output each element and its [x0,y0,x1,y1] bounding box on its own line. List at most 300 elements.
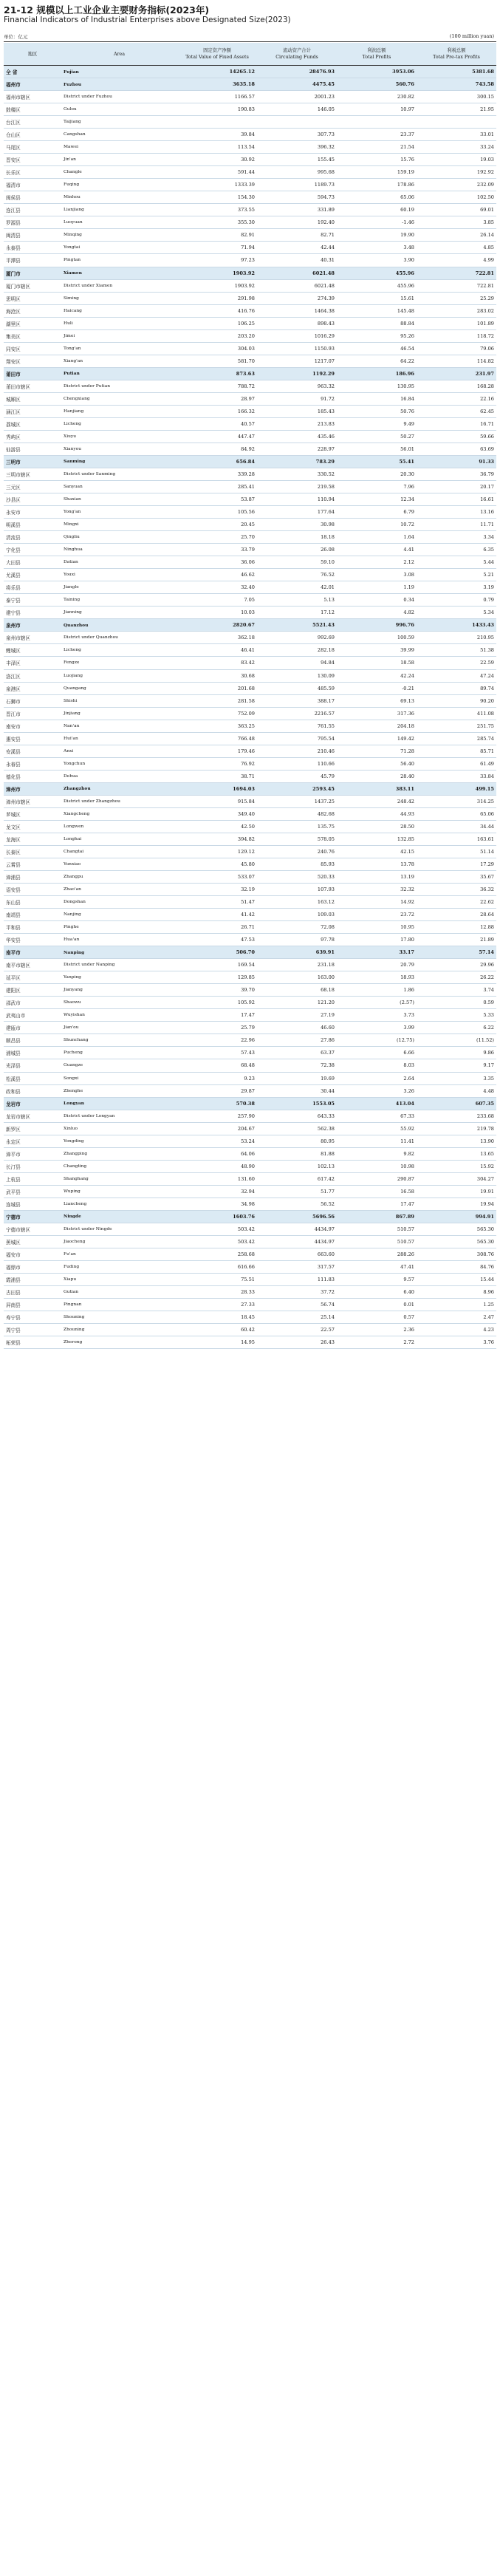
circulating-funds-cell: 97.78 [257,934,337,946]
area-name-en: Yanping [61,971,177,984]
area-name-en: Changtai [61,845,177,858]
table-row [4,732,496,745]
fixed-assets-cell: 22.96 [177,1034,257,1047]
total-profits-cell: 10.72 [337,519,417,531]
area-name-en: District under Nanping [61,959,177,971]
pretax-profits-cell: 5.21 [417,569,496,581]
fixed-assets-cell: 25.79 [177,1022,257,1034]
pretax-profits-cell: 5.34 [417,607,496,619]
area-name-en: Zhangzhou [61,782,177,795]
area-name-en: Jianning [61,607,177,619]
fixed-assets-cell: 113.54 [177,141,257,154]
table-row [4,858,496,870]
pretax-profits-cell: 0.79 [417,594,496,607]
pretax-profits-cell: 28.64 [417,909,496,921]
area-name-en: Chengxiang [61,392,177,405]
total-profits-cell: 95.26 [337,329,417,342]
area-name-en: Xianyou [61,443,177,455]
pretax-profits-cell: 22.16 [417,392,496,405]
circulating-funds-cell: 761.55 [257,720,337,732]
total-profits-cell: 18.93 [337,971,417,984]
circulating-funds-cell: 898.43 [257,317,337,329]
table-row [4,632,496,644]
pretax-profits-cell: 12.88 [417,921,496,934]
table-row [4,871,496,884]
pretax-profits-cell: 90.20 [417,694,496,707]
circulating-funds-cell: 210.46 [257,745,337,757]
circulating-funds-cell: 396.32 [257,141,337,154]
area-name-cn: 将乐县 [4,581,61,594]
area-name-en: Quanzhou [61,619,177,632]
circulating-funds-cell: 72.08 [257,921,337,934]
circulating-funds-cell: 213.83 [257,417,337,430]
total-profits-cell: 288.26 [337,1248,417,1260]
pretax-profits-cell: 33.84 [417,770,496,782]
area-name-en: Zherong [61,1336,177,1349]
fixed-assets-cell: 64.06 [177,1147,257,1160]
pretax-profits-cell: 314.25 [417,795,496,807]
area-name-cn: 平和县 [4,921,61,934]
table-header-row [4,43,496,66]
circulating-funds-cell: 520.33 [257,871,337,884]
total-profits-cell: 28.50 [337,820,417,833]
area-name-en: Sanming [61,455,177,468]
circulating-funds-cell: 331.89 [257,204,337,216]
table-row [4,959,496,971]
area-name-cn: 罗源县 [4,216,61,229]
table-row [4,1248,496,1260]
area-name-cn: 湖里区 [4,317,61,329]
area-name-cn: 福州市 [4,78,61,91]
circulating-funds-cell: 1016.29 [257,329,337,342]
pretax-profits-cell: 69.01 [417,204,496,216]
circulating-funds-cell: 146.05 [257,103,337,116]
fixed-assets-cell: 51.47 [177,896,257,909]
area-name-cn: 永安市 [4,506,61,519]
table-row [4,91,496,103]
circulating-funds-cell: 435.46 [257,430,337,443]
area-name-cn: 东山县 [4,896,61,909]
total-profits-cell: 3.99 [337,1022,417,1034]
fixed-assets-cell: 1903.92 [177,279,257,292]
circulating-funds-cell: 663.60 [257,1248,337,1260]
total-profits-cell: 55.41 [337,455,417,468]
fixed-assets-cell: 28.97 [177,392,257,405]
table-row [4,329,496,342]
total-profits-cell: 88.84 [337,317,417,329]
area-name-en: District under Fuzhou [61,91,177,103]
area-name-en: Minhou [61,191,177,204]
fixed-assets-cell: 57.43 [177,1047,257,1059]
pretax-profits-cell: 101.89 [417,317,496,329]
area-name-en: Siming [61,292,177,304]
area-name-cn: 永定区 [4,1135,61,1147]
area-name-en: Jianyang [61,984,177,997]
table-row [4,1260,496,1273]
area-name-en: Longhai [61,833,177,845]
circulating-funds-cell: 111.83 [257,1274,337,1286]
circulating-funds-cell: 2593.45 [257,782,337,795]
total-profits-cell: 3.90 [337,254,417,267]
fixed-assets-cell: 656.84 [177,455,257,468]
table-row [4,1160,496,1172]
circulating-funds-cell: 110.66 [257,757,337,770]
area-name-cn: 连城县 [4,1198,61,1210]
area-name-en: Shouning [61,1311,177,1324]
fixed-assets-cell: 14265.12 [177,66,257,78]
area-name-en: District under Quanzhou [61,632,177,644]
table-row [4,1047,496,1059]
fixed-assets-cell: 1333.39 [177,179,257,191]
total-profits-cell: 2.72 [337,1336,417,1349]
pretax-profits-cell: 163.61 [417,833,496,845]
circulating-funds-cell: 617.42 [257,1172,337,1185]
total-profits-cell: 65.06 [337,191,417,204]
area-name-en: Qingliu [61,531,177,544]
fixed-assets-cell: 29.87 [177,1084,257,1097]
area-name-en: Xiuyu [61,430,177,443]
pretax-profits-cell: 57.14 [417,946,496,959]
pretax-profits-cell: 36.32 [417,884,496,896]
pretax-profits-cell: 19.94 [417,1198,496,1210]
total-profits-cell: 3.26 [337,1084,417,1097]
pretax-profits-cell: 16.71 [417,417,496,430]
total-profits-cell: 42.15 [337,845,417,858]
pretax-profits-cell: 3.19 [417,581,496,594]
table-row [4,304,496,317]
area-name-cn: 政和县 [4,1084,61,1097]
total-profits-cell: 50.76 [337,405,417,417]
circulating-funds-cell: 1553.05 [257,1097,337,1110]
circulating-funds-cell: 5521.43 [257,619,337,632]
circulating-funds-cell: 18.18 [257,531,337,544]
table-row [4,1084,496,1097]
area-name-cn: 连江县 [4,204,61,216]
total-profits-cell: 67.33 [337,1110,417,1122]
total-profits-cell: 2.12 [337,556,417,569]
total-profits-cell: 383.11 [337,782,417,795]
table-row [4,1324,496,1336]
pretax-profits-cell: 25.29 [417,292,496,304]
circulating-funds-cell: 68.18 [257,984,337,997]
city-row [4,267,496,279]
area-name-cn: 涵江区 [4,405,61,417]
table-row [4,934,496,946]
table-row [4,355,496,367]
table-row [4,430,496,443]
area-name-cn: 厦门市 [4,267,61,279]
total-profits-cell: 11.41 [337,1135,417,1147]
area-name-cn: 长乐区 [4,166,61,179]
circulating-funds-cell: 94.84 [257,657,337,669]
area-name-en: Jian'ou [61,1022,177,1034]
circulating-funds-cell: 163.12 [257,896,337,909]
area-name-en: Haicang [61,304,177,317]
area-name-en: Nanping [61,946,177,959]
area-name-cn: 松溪县 [4,1072,61,1084]
fixed-assets-cell: 1166.57 [177,91,257,103]
fixed-assets-cell: 258.68 [177,1248,257,1260]
fixed-assets-cell: 349.40 [177,807,257,820]
fixed-assets-cell: 503.42 [177,1223,257,1235]
page-title-english: Financial Indicators of Industrial Enterprises above Designated Size(2023) [4,16,291,24]
area-name-cn: 武夷山市 [4,1009,61,1022]
area-name-en: Taijiang [61,116,177,129]
pretax-profits-cell: 2.47 [417,1311,496,1324]
circulating-funds-cell: 1437.25 [257,795,337,807]
fixed-assets-cell: 339.28 [177,468,257,481]
area-name-en: Xiapu [61,1274,177,1286]
area-name-cn: 莆田市 [4,367,61,380]
table-row [4,884,496,896]
area-name-en: Ningde [61,1210,177,1223]
pretax-profits-cell: 994.91 [417,1210,496,1223]
area-name-en: Huli [61,317,177,329]
pretax-profits-cell: 304.27 [417,1172,496,1185]
pretax-profits-cell: 168.28 [417,380,496,392]
area-name-en: Luoyuan [61,216,177,229]
total-profits-cell: 33.17 [337,946,417,959]
pretax-profits-cell: 722.81 [417,279,496,292]
table-row [4,1147,496,1160]
fixed-assets-cell: 39.84 [177,129,257,141]
area-name-cn: 泉州市 [4,619,61,632]
total-profits-cell: 56.01 [337,443,417,455]
fixed-assets-cell: 30.68 [177,669,257,682]
total-profits-cell: 455.96 [337,267,417,279]
unit-label-chinese: 单位：亿元 [4,34,28,40]
table-row [4,493,496,506]
fixed-assets-cell [177,116,257,129]
area-name-cn: 武平县 [4,1185,61,1198]
area-name-cn: 秀屿区 [4,430,61,443]
fixed-assets-cell: 203.20 [177,329,257,342]
table-row [4,984,496,997]
area-name-en: Mingxi [61,519,177,531]
area-name-en: Guangze [61,1059,177,1072]
total-profits-cell: 17.47 [337,1198,417,1210]
area-name-en: Fengze [61,657,177,669]
circulating-funds-cell: 1192.29 [257,367,337,380]
circulating-funds-cell: 274.39 [257,292,337,304]
total-profits-cell: 32.32 [337,884,417,896]
area-name-en: Pinghe [61,921,177,934]
area-name-en: Tong'an [61,342,177,355]
table-row [4,745,496,757]
total-profits-cell: 64.22 [337,355,417,367]
table-row [4,204,496,216]
area-name-en: Jinjiang [61,707,177,720]
fixed-assets-cell: 32.94 [177,1185,257,1198]
circulating-funds-cell: 28476.93 [257,66,337,78]
table-row [4,405,496,417]
total-profits-cell: -0.21 [337,682,417,694]
pretax-profits-cell: 5.33 [417,1009,496,1022]
total-profits-cell: 159.19 [337,166,417,179]
table-row [4,1022,496,1034]
total-profits-cell: 13.78 [337,858,417,870]
fixed-assets-cell: 34.98 [177,1198,257,1210]
pretax-profits-cell: 36.79 [417,468,496,481]
area-name-cn: 屏南县 [4,1299,61,1311]
fixed-assets-cell: 9.23 [177,1072,257,1084]
circulating-funds-cell: 155.45 [257,154,337,166]
fixed-assets-cell: 41.42 [177,909,257,921]
total-profits-cell: 149.42 [337,732,417,745]
fixed-assets-cell: 45.80 [177,858,257,870]
total-profits-cell: 560.76 [337,78,417,91]
area-name-en: Shaowu [61,997,177,1009]
area-name-cn: 漳浦县 [4,871,61,884]
circulating-funds-cell: 163.00 [257,971,337,984]
area-name-cn: 沙县区 [4,493,61,506]
table-row [4,380,496,392]
total-profits-cell: 6.79 [337,506,417,519]
area-name-en: District under Putian [61,380,177,392]
area-name-en: Pingnan [61,1299,177,1311]
area-name-en: Sanyuan [61,481,177,493]
pretax-profits-cell: 51.38 [417,644,496,657]
area-name-cn: 柘荣县 [4,1336,61,1349]
area-name-en: Lianjiang [61,204,177,216]
area-name-en: Fuzhou [61,78,177,91]
pretax-profits-cell: 33.01 [417,129,496,141]
table-row [4,1299,496,1311]
total-profits-cell: 21.54 [337,141,417,154]
area-name-cn: 荔城区 [4,417,61,430]
table-row [4,417,496,430]
table-row [4,1286,496,1299]
area-name-cn: 马尾区 [4,141,61,154]
fixed-assets-cell: 355.30 [177,216,257,229]
total-profits-cell: 290.87 [337,1172,417,1185]
table-row [4,166,496,179]
area-name-cn: 周宁县 [4,1324,61,1336]
fixed-assets-cell: 76.92 [177,757,257,770]
circulating-funds-cell: 130.09 [257,669,337,682]
area-name-cn: 仙游县 [4,443,61,455]
circulating-funds-cell: 56.52 [257,1198,337,1210]
pretax-profits-cell: 33.24 [417,141,496,154]
fixed-assets-cell: 40.57 [177,417,257,430]
table-row [4,317,496,329]
total-profits-cell: 230.82 [337,91,417,103]
circulating-funds-cell: 963.32 [257,380,337,392]
fixed-assets-cell: 105.92 [177,997,257,1009]
total-profits-cell: 9.82 [337,1147,417,1160]
area-name-cn: 宁化县 [4,544,61,556]
circulating-funds-cell: 6021.48 [257,279,337,292]
fixed-assets-cell: 570.38 [177,1097,257,1110]
table-row [4,694,496,707]
fixed-assets-cell: 179.46 [177,745,257,757]
fixed-assets-cell: 82.91 [177,229,257,242]
total-profits-cell: 3953.06 [337,66,417,78]
pretax-profits-cell: 15.92 [417,1160,496,1172]
area-name-en: Luojiang [61,669,177,682]
fixed-assets-cell: 27.33 [177,1299,257,1311]
pretax-profits-cell: 192.92 [417,166,496,179]
area-name-en: Hua'an [61,934,177,946]
fixed-assets-cell: 32.40 [177,581,257,594]
pretax-profits-cell: 4.99 [417,254,496,267]
area-name-en: Cangshan [61,129,177,141]
pretax-profits-cell: 59.66 [417,430,496,443]
fixed-assets-cell: 447.47 [177,430,257,443]
pretax-profits-cell: 21.89 [417,934,496,946]
city-row [4,1210,496,1223]
total-profits-cell: 10.95 [337,921,417,934]
area-name-en: Zhao'an [61,884,177,896]
circulating-funds-cell: 17.12 [257,607,337,619]
pretax-profits-cell: 411.08 [417,707,496,720]
table-row [4,1072,496,1084]
fixed-assets-cell: 46.62 [177,569,257,581]
area-name-cn: 闽清县 [4,229,61,242]
area-name-cn: 浦城县 [4,1047,61,1059]
area-name-cn: 平潭县 [4,254,61,267]
header-circulating-funds [257,43,337,66]
fixed-assets-cell: 47.53 [177,934,257,946]
table-row [4,1059,496,1072]
pretax-profits-cell: 26.22 [417,971,496,984]
total-profits-cell: 0.57 [337,1311,417,1324]
table-row [4,544,496,556]
circulating-funds-cell: 219.58 [257,481,337,493]
fixed-assets-cell: 257.90 [177,1110,257,1122]
area-name-en: Anxi [61,745,177,757]
circulating-funds-cell: 643.33 [257,1110,337,1122]
area-name-en: Xinluo [61,1122,177,1135]
pretax-profits-cell: 1.25 [417,1299,496,1311]
table-row [4,531,496,544]
area-name-en: Shanghang [61,1172,177,1185]
table-row [4,720,496,732]
total-profits-cell: 2.64 [337,1072,417,1084]
pretax-profits-cell: 20.17 [417,481,496,493]
area-name-cn: 三明市辖区 [4,468,61,481]
header-profits-en: Total Profits [362,55,391,60]
table-row [4,129,496,141]
total-profits-cell: 1.19 [337,581,417,594]
table-row [4,757,496,770]
circulating-funds-cell: 76.52 [257,569,337,581]
header-pretax-cn: 利税总额 [447,48,466,53]
total-profits-cell: 3.73 [337,1009,417,1022]
circulating-funds-cell: 6021.48 [257,267,337,279]
table-row [4,216,496,229]
area-name-cn: 福安市 [4,1248,61,1260]
table-row [4,896,496,909]
pretax-profits-cell: 22.62 [417,896,496,909]
table-row [4,279,496,292]
total-profits-cell: 42.24 [337,669,417,682]
pretax-profits-cell: 91.33 [417,455,496,468]
circulating-funds-cell: 4434.97 [257,1223,337,1235]
total-profits-cell: 10.97 [337,103,417,116]
circulating-funds-cell: 594.73 [257,191,337,204]
circulating-funds-cell: 330.52 [257,468,337,481]
fixed-assets-cell: 68.48 [177,1059,257,1072]
fixed-assets-cell: 190.83 [177,103,257,116]
table-row [4,1185,496,1198]
circulating-funds-cell: 1150.93 [257,342,337,355]
area-name-cn: 城厢区 [4,392,61,405]
area-name-cn: 泉港区 [4,682,61,694]
total-profits-cell: 16.84 [337,392,417,405]
area-name-en: Zhenghe [61,1084,177,1097]
pretax-profits-cell: 9.17 [417,1059,496,1072]
